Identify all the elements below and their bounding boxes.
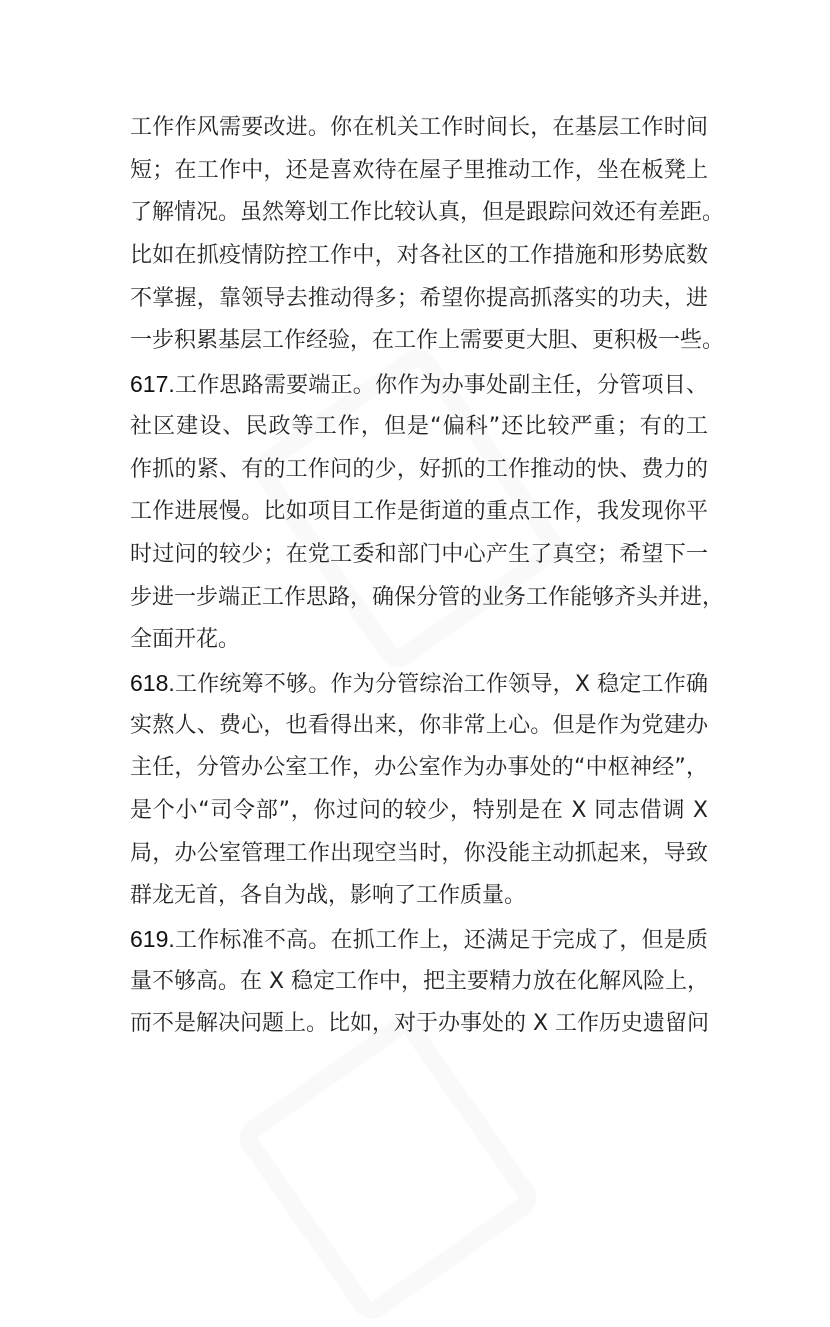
text-line [130,537,708,580]
text-line [130,323,725,366]
line-text: 短；在工作中，还是喜欢待在屋子里推动工作，坐在板凳上 [130,157,708,183]
text-line [130,195,725,238]
line-text: 而不是解决问题上。比如，对于办事处的 X 工作历史遗留问 [130,1011,710,1037]
line-text: 量不够高。在 X 稳定工作中，把主要精力放在化解风险上， [130,968,710,994]
line-text: 全面开花。 [130,627,241,653]
line-text: 一步积累基层工作经验，在工作上需要更大胆、更积极一些。 [130,328,725,354]
line-text: 工作统筹不够。作为分管综治工作领导，X 稳定工作确 [174,671,708,697]
text-line [130,1006,708,1049]
line-text: 工作标准不高。在抓工作上，还满足于完成了，但是质 [174,928,708,954]
line-text: 了解情况。虽然筹划工作比较认真，但是跟踪问效还有差距。 [130,200,725,226]
text-line [130,836,708,879]
text-line [130,793,708,836]
line-text: 主任，分管办公室工作，办公室作为办事处的“中枢神经”， [130,755,708,781]
line-text: 步进一步端正工作思路，确保分管的业务工作能够齐头并进， [130,584,725,610]
line-text: 局，办公室管理工作出现空当时，你没能主动抓起来，导致 [130,840,708,866]
line-text: 时过问的较少；在党工委和部门中心产生了真空；希望下一 [130,541,708,567]
text-line [130,409,708,452]
item-number: 617. [130,371,175,398]
line-text: 工作进展慢。比如项目工作是街道的重点工作，我发现你平 [130,499,708,525]
line-text: 作抓的紧、有的工作问的少，好抓的工作推动的快、费力的 [130,456,708,482]
watermark [232,1009,544,1326]
line-text: 实熬人、费心，也看得出来，你非常上心。但是作为党建办 [130,712,708,738]
text-line [130,750,708,793]
text-line [130,110,708,153]
line-text: 工作思路需要端正。你作为办事处副主任，分管项目、 [174,373,708,399]
item-number: 619. [130,926,175,953]
text-line [130,494,708,537]
text-line [130,708,708,751]
text-line [130,622,708,665]
text-line [130,964,708,1007]
text-line [130,281,708,324]
line-text: 社区建设、民政等工作，但是“偏科”还比较严重；有的工 [130,413,708,439]
text-line [130,878,708,921]
item-number: 618. [130,669,175,696]
text-line [130,238,708,281]
line-text: 不掌握，靠领导去推动得多；希望你提高抓落实的功夫，进 [130,285,708,311]
text-line [130,580,725,623]
line-text: 比如在抓疫情防控工作中，对各社区的工作措施和形势底数 [130,243,708,269]
text-line [130,665,708,708]
line-text: 群龙无首，各自为战，影响了工作质量。 [130,883,527,909]
text-line [130,921,708,964]
text-line [130,366,708,409]
line-text: 是个小“司令部”，你过问的较少，特别是在 X 同志借调 X [130,798,708,823]
text-line [130,452,708,495]
text-line [130,153,708,196]
document-body [130,110,725,1049]
line-text: 工作作风需要改进。你在机关工作时间长，在基层工作时间 [130,115,708,140]
